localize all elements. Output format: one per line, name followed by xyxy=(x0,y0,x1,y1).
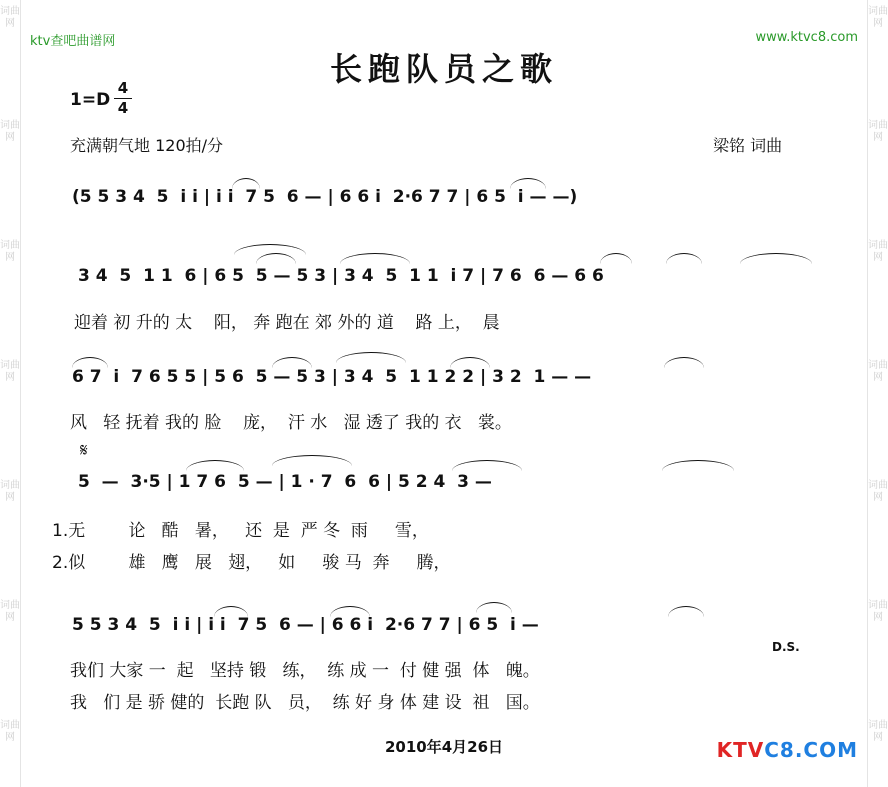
slur-mark xyxy=(510,178,546,189)
notation-line-1: (5 5 3 4 5 i i | i i 7 5 6 — | 6 6 i 2·6 7 7 | 6 5 i — —) xyxy=(72,187,578,207)
slur-mark xyxy=(330,606,370,617)
side-watermark: 词曲网 xyxy=(868,240,888,263)
site-logo xyxy=(717,738,858,762)
side-watermark: 词曲网 xyxy=(0,480,20,503)
right-margin-strip xyxy=(867,0,888,787)
side-watermark: 词曲网 xyxy=(0,120,20,143)
slur-mark xyxy=(72,357,108,368)
lyric-line-3: 风 轻 抚着 我的 脸 庞， 汗 水 湿 透了 我的 衣 裳。 xyxy=(70,413,512,433)
side-watermark: 词曲网 xyxy=(868,480,888,503)
logo-part-b: C8.COM xyxy=(764,738,858,762)
author-credit: 梁铭 词曲 xyxy=(713,136,783,155)
slur-mark xyxy=(450,357,490,368)
segno-sign: 𝄋 xyxy=(80,440,88,461)
notation-line-2: 3 4 5 1 1 6 | 6 5 5 — 5 3 | 3 4 5 1 1 i 7 | 7 6 6 — 6 6 xyxy=(78,266,604,286)
left-margin-strip xyxy=(0,0,21,787)
site-watermark-left: ktv查吧曲谱网 xyxy=(30,34,116,49)
key-signature: 1=D xyxy=(70,90,111,110)
slur-mark xyxy=(452,460,522,471)
slur-mark xyxy=(668,606,704,617)
song-title: 长跑队员之歌 xyxy=(329,50,558,88)
notation-line-5: 5 5 3 4 5 i i | i i 7 5 6 — | 6 6 i 2·6 7 7 | 6 5 i — xyxy=(72,615,539,635)
time-signature xyxy=(112,80,134,117)
side-watermark: 词曲网 xyxy=(868,600,888,623)
slur-mark xyxy=(272,455,352,466)
lyric-verse-2: 2.似 雄 鹰 展 翅， 如 骏 马 奔 腾， xyxy=(52,553,451,573)
meter-bottom: 4 xyxy=(117,99,129,117)
slur-mark xyxy=(232,178,260,189)
slur-mark xyxy=(340,253,410,264)
lyric-verse-1: 1.无 论 酷 暑， 还 是 严 冬 雨 雪， xyxy=(52,521,429,541)
logo-part-a: KTV xyxy=(716,738,765,762)
lyric-verse-1-end: 我们 大家 一 起 坚持 锻 练， 练 成 一 付 健 强 体 魄。 xyxy=(70,661,540,681)
lyric-line-2: 迎着 初 升的 太 阳， 奔 跑在 郊 外的 道 路 上， 晨 xyxy=(74,313,500,333)
side-watermark: 词曲网 xyxy=(868,360,888,383)
meter-top: 4 xyxy=(117,79,129,97)
side-watermark: 词曲网 xyxy=(868,720,888,743)
slur-mark xyxy=(740,253,812,264)
site-watermark-right: www.ktvc8.com xyxy=(755,30,858,45)
side-watermark: 词曲网 xyxy=(0,600,20,623)
tempo-marking: 充满朝气地 120拍/分 xyxy=(70,136,224,155)
slur-mark xyxy=(336,352,406,363)
side-watermark: 词曲网 xyxy=(0,6,20,29)
slur-mark xyxy=(476,602,512,613)
side-watermark: 词曲网 xyxy=(868,120,888,143)
slur-mark xyxy=(272,357,312,368)
dal-segno-marking: D.S. xyxy=(772,640,800,654)
lyric-verse-2-end: 我 们 是 骄 健的 长跑 队 员， 练 好 身 体 建 设 祖 国。 xyxy=(70,693,540,713)
slur-mark xyxy=(666,253,702,264)
slur-mark xyxy=(214,606,248,617)
slur-mark xyxy=(600,253,632,264)
slur-mark xyxy=(186,460,244,471)
notation-line-4: 5 — 3·5 | 1 7 6 5 — | 1 · 7 6 6 | 5 2 4 3 — xyxy=(78,472,492,492)
side-watermark: 词曲网 xyxy=(0,720,20,743)
side-watermark: 词曲网 xyxy=(868,6,888,29)
slur-mark xyxy=(662,460,734,471)
side-watermark: 词曲网 xyxy=(0,360,20,383)
date-stamp: 2010年4月26日 xyxy=(384,738,504,756)
notation-line-3: 6 7 i 7 6 5 5 | 5 6 5 — 5 3 | 3 4 5 1 1 2 2 | 3 2 1 — — xyxy=(72,367,592,387)
slur-mark xyxy=(664,357,704,368)
side-watermark: 词曲网 xyxy=(0,240,20,263)
